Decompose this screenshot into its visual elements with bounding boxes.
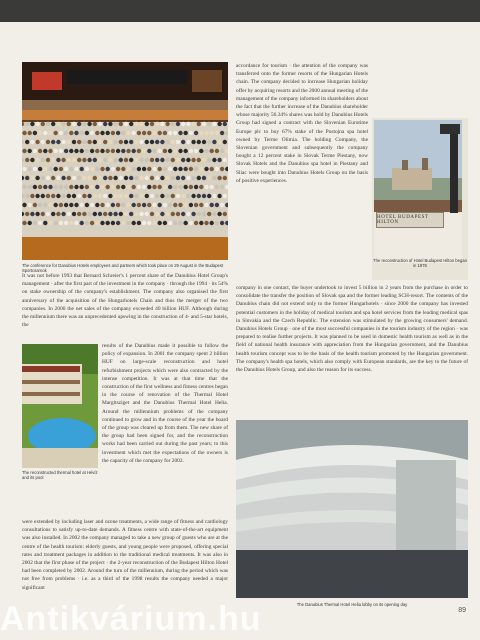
- thermal-caption: The reconstructed thermal hotel at Hévíz and its pool: [22, 470, 98, 480]
- atrium-caption: The Danubius Thermal Hotel Helia lobby on its opening day: [296, 602, 408, 607]
- book-page: [0, 22, 480, 640]
- conference-photo: [22, 62, 228, 260]
- page-number: 89: [458, 607, 466, 614]
- watermark: Antikvárium.hu: [0, 600, 262, 638]
- thermal-hotel-photo-image: [22, 344, 98, 468]
- hilton-photo-image: [372, 118, 468, 280]
- hilton-caption: The reconstruction of Hotel Budapest Hilton began in 1976: [373, 258, 467, 268]
- scan-top-edge: [0, 0, 480, 22]
- hilton-photo: [372, 118, 468, 280]
- text-column-right-mid: results of the Danubius made it possible to follow the policy of expansion. In 2001 the company spent 2 billion HUF on large-scale reconstruction and hotel refurbishment projects which were also contracted by the intense competition. It was at that time that the construction of the first wellness and fitness centres began in the course of renovation of the Thermal Hotel Margitsziget and the Danubius Thermal Hotel Helia. Around the millennium problems of the company continued to grow and in the course of the year the board of the group was cleared up from them. The new share of the group had been signed for, and the reconstruction works had been carried out during the past years; to this investment which met the expectations of the owners is the capacity of the company for 2002.: [102, 343, 228, 464]
- text-column-bottom-left: were extended by including laser and ozone treatments, a wide range of fitness and cardiology consultations to satisfy up-to-date demands. A fitness centre with state-of-the-art equipment was also installed. In 2002 the company managed to take a new group of guests who are at the centre of the health tourism: elderly guests, and young people were proposed, offering special rates and treatment packages in addition to the traditional medical treatments. It was also in 2002 that the first phase of the project · the 2-year reconstruction of the Budapest Hilton Hotel had been completed by 2002. Around the turn of the millennium, during the period which was not free from problems · i.e. as a third of the 1998 results the company needed a major significant: [22, 519, 228, 591]
- conference-caption: The conference for Danubius Hotels employees and partners which took place on 29 August in the Budapest Sportcsarnok: [22, 263, 224, 273]
- conference-photo-image: [22, 62, 228, 260]
- atrium-photo: [236, 420, 468, 598]
- thermal-hotel-photo: [22, 344, 98, 468]
- atrium-photo-image: [236, 420, 468, 598]
- text-column-left-mid: It was not before 1993 that Bernard Schreier's 1 percent share of the Danubius Hotel Group's management · after the first part of the investment in the company · through the 1994 · its 54% on stake ownership of the company's establishment. The company also organised the first anniversary of the acquisition of the Hungarhotels Chain and thus the merger of the two companies. In 2000 the net sales of the company exceeded 40 billion HUF. Although during the millennium there was an unprecedented upswing in the construction of 4- and 5-star hotels, the: [22, 273, 228, 329]
- text-column-right-top: accordance for tourism · the attention of the company was transferred onto the former resorts of the Hungarian Hotels chain. The company decided to increase Hungarian holiday offer by acquiring resorts and the 2000 annual meeting of the management of the company informed its shareholders about the fact that the further increase of the Danubius shareholder whose majority 56.34% shares was hold by Danubius Hotels Group had signed a contract with the Slovenian Eurotime Europe plc to buy 67% stake of the Postojna spa hotel owned by Terme Olimia. The holding Company, the Slovenian government and subsequently the company bought a 12 percent stake in Slovak Terme Piestany, now Slovak Hotels and the Danubius spa hotel in Piestany and Sliac were bought into Danubius Hotels Group on the basis of positive experiences.: [236, 63, 368, 184]
- text-column-right-lower: company in one contact, the buyer undertook to invest 5 billion in 2 years from the purchase in order to consolidate the transfer the position of Slovak spa and the former leading SCH-resort. The contents of the Danubius chain did not extend only to the former Hungarhotels · since 2000 the company has invested potential customers in the holiday of medical tourism and spa hotel services from the leading medical spas in Slovakia and the Czech Republic. The extension was stimulated by the growing consumers' demand. Danubius Hotels Group · one of the most successful companies in the tourism industry of the region · was prepared to realise further projects. It was planned to be used in domestic health tourism as well as in the field of national health insurance with appreciation from the Hungarian government, and the Danubius health tourism concept was to be the basis of the health tourism promoted by the Hungarian government. The company's health spa hotels, which also comply with European standards, are the key to the future of the Danubius Hotels Group, and also the reason for its success.: [236, 285, 468, 374]
- hotel-sign: HOTEL BUDAPEST HILTON: [376, 212, 444, 228]
